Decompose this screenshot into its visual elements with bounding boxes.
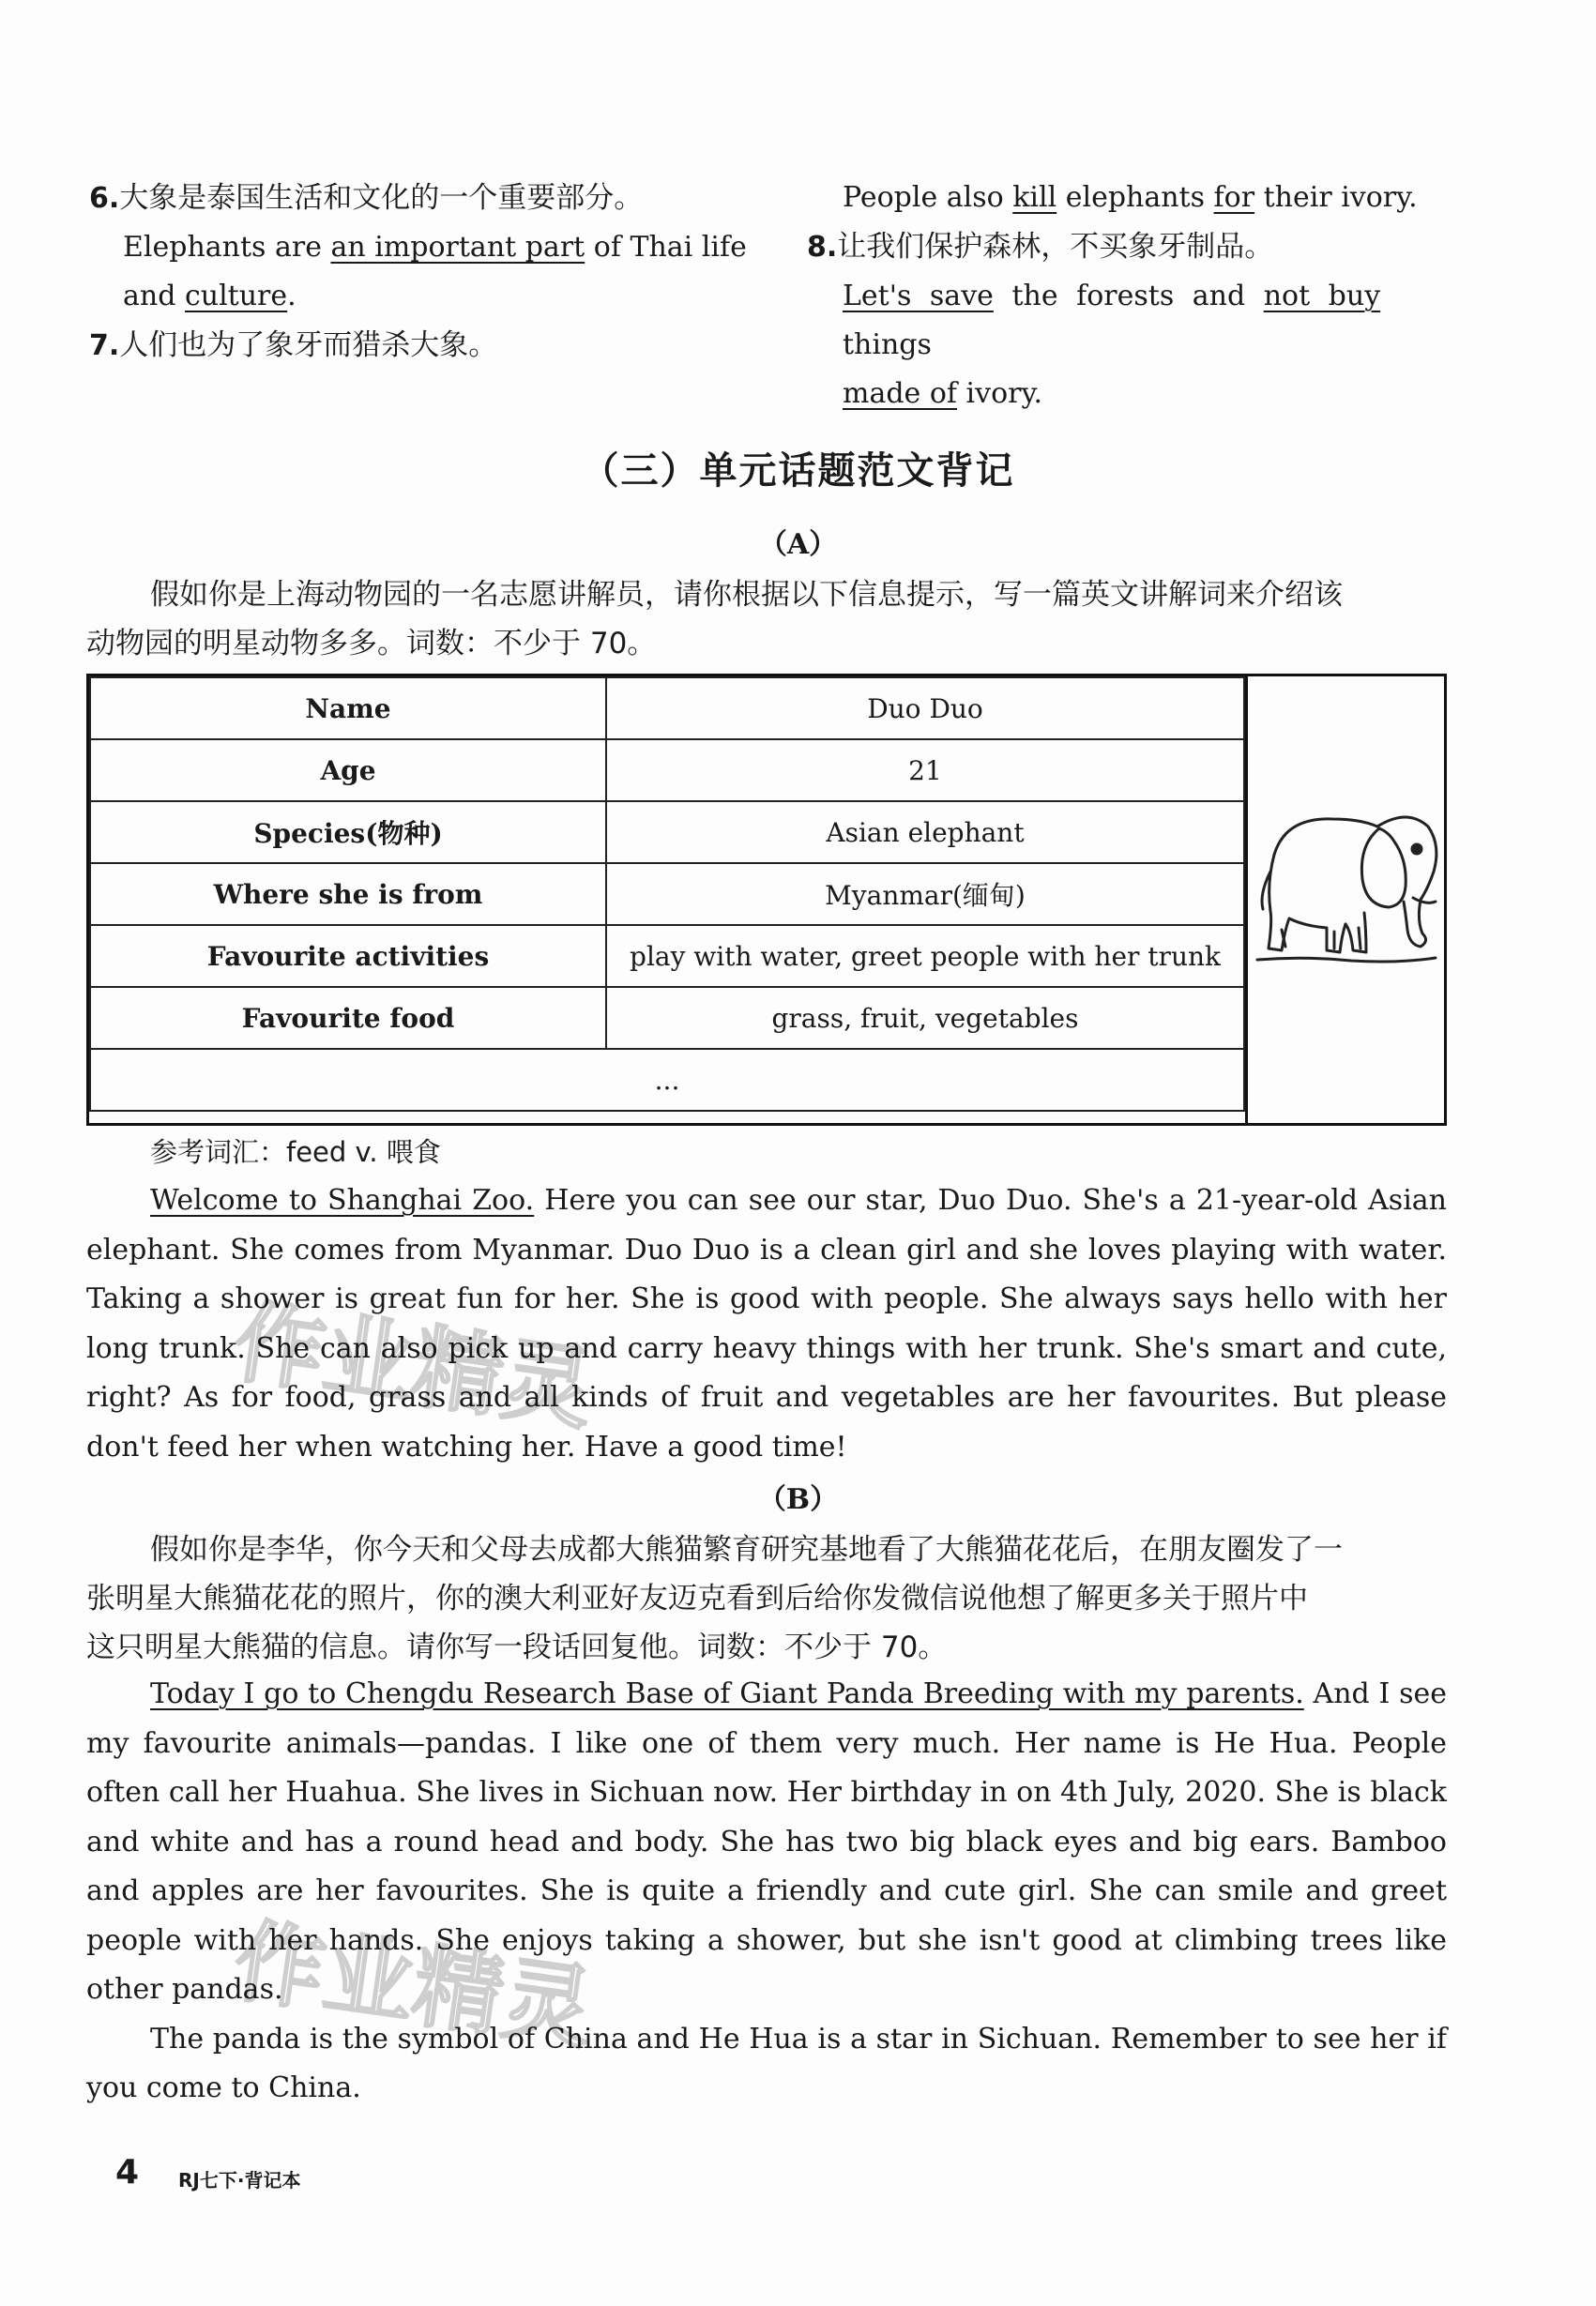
table-key-cell: Species(物种) [90, 801, 606, 863]
subsection-b-label: （B） [757, 1483, 839, 1516]
essay-body: Here you can see our star, Duo Duo. She's a 21-year-old Asian elephant. She comes from Myanmar. Duo Duo is a clean girl and she loves playing with water. Taking a shower is great fun for her. She is good with people. She always says hello with her long trunk. She can also pick up and carry heavy things with her trunk. She's smart and cute, right? As for food, grass and all kinds of fruit and vegetables are her favourites. But please don't feed her when watching her. Have a good time! [86, 1184, 1448, 1464]
info-table [86, 674, 1447, 1126]
table-value-cell: play with water, greet people with her trunk [606, 925, 1244, 987]
subsection-a-label: （A） [758, 528, 838, 561]
page-number: 4 [115, 2153, 140, 2192]
exercise-item-7-answer [807, 174, 1464, 222]
answer-blank: not buy [1263, 280, 1381, 312]
section-title: （三）单元话题范文背记 [581, 449, 1015, 493]
exercise-item-8-answer-line1 [807, 272, 1464, 370]
table-key-cell: Favourite activities [90, 925, 606, 987]
prompt-line: 假如你是李华，你今天和父母去成都大熊猫繁育研究基地看了大熊猫花花后，在朋友圈发了一 [150, 1533, 1343, 1567]
table-value-cell: grass, fruit, vegetables [606, 987, 1244, 1049]
answer-text: Elephants are [123, 231, 331, 264]
item-chinese: 人们也为了象牙而猎杀大象。 [119, 328, 498, 362]
answer-blank: kill [1012, 181, 1057, 214]
answer-blank: Let's save [843, 280, 994, 312]
prompt-line: 动物园的明星动物多多。词数：不少于 70。 [86, 627, 657, 660]
answer-text: their ivory. [1254, 181, 1418, 214]
table-key-cell: Where she is from [90, 863, 606, 925]
footer-label: RJ七下·背记本 [178, 2169, 301, 2192]
essay-paragraph-2: The panda is the symbol of China and He Hua is a star in Sichuan. Remember to see her if you come to China. [86, 2022, 1447, 2104]
exercise-left-column [89, 174, 765, 371]
table-value-cell: Duo Duo [606, 677, 1244, 739]
part-b-prompt [86, 1525, 1447, 1672]
table-key-cell: Name [90, 677, 606, 739]
table-row [90, 801, 1244, 863]
table-value-cell: Myanmar(缅甸) [606, 863, 1244, 925]
table-row [90, 987, 1244, 1049]
answer-text: of Thai life [585, 231, 747, 264]
item-chinese: 让我们保护森林，不买象牙制品。 [837, 230, 1274, 264]
info-table-grid [89, 676, 1245, 1112]
table-row [90, 739, 1244, 801]
watermark: 作业精灵 [228, 1907, 600, 2063]
prompt-line: 假如你是上海动物园的一名志愿讲解员，请你根据以下信息提示，写一篇英文讲解词来介绍该 [150, 578, 1343, 612]
answer-blank: for [1213, 181, 1255, 214]
table-value-cell: Asian elephant [606, 801, 1244, 863]
part-a-prompt [86, 570, 1447, 668]
answer-blank: an important part [330, 231, 585, 264]
essay-opening-sentence: Today I go to Chengdu Research Base of Giant Panda Breeding with my parents. [150, 1677, 1304, 1710]
table-value-cell: 21 [606, 739, 1244, 801]
exercise-item-8-answer-line2 [807, 370, 1464, 418]
table-row [90, 863, 1244, 925]
exercise-item-7 [89, 321, 765, 371]
exercise-right-column [807, 174, 1464, 418]
essay-opening-sentence: Welcome to Shanghai Zoo. [150, 1184, 535, 1217]
item-number: 6. [89, 182, 120, 215]
elephant-icon [1248, 676, 1447, 1123]
prompt-line: 张明星大熊猫花花的照片，你的澳大利亚好友迈克看到后给你发微信说他想了解更多关于照片中 [86, 1582, 1308, 1616]
table-row [90, 677, 1244, 739]
watermark: 作业精灵 [228, 1288, 600, 1444]
exercise-item-6 [89, 174, 765, 223]
exercise-item-6-answer-line1 [89, 223, 765, 272]
vocab-hint-text: 参考词汇：feed v. 喂食 [150, 1136, 441, 1168]
answer-blank: culture [184, 280, 288, 312]
prompt-line: 这只明星大熊猫的信息。请你写一段话回复他。词数：不少于 70。 [86, 1631, 948, 1664]
answer-blank: made of [843, 377, 957, 410]
answer-text: the forests and [993, 280, 1264, 312]
exercise-item-8 [807, 222, 1464, 272]
answer-text: things [843, 328, 932, 361]
answer-text: elephants [1056, 181, 1214, 214]
essay-body: And I see my favourite animals—pandas. I like one of them very much. Her name is He Hua. People often call her Huahua. She lives in Sichuan now. Her birthday in on 4th July, 2020. She is black and white and has a round head and body. She has two big black eyes and big ears. Bamboo and apples are her favourites. She is quite a friendly and cute girl. She can smile and greet people with her hands. She enjoys taking a shower, but she isn't good at climbing trees like other pandas. [86, 1677, 1447, 2006]
vocab-hint [86, 1128, 1447, 1176]
item-number: 8. [807, 231, 838, 264]
table-key-cell: Age [90, 739, 606, 801]
item-chinese: 大象是泰国生活和文化的一个重要部分。 [119, 181, 644, 215]
part-b-essay [86, 1670, 1447, 2114]
table-ellipsis-cell: ... [90, 1049, 1244, 1111]
item-number: 7. [89, 329, 120, 362]
table-key-cell: Favourite food [90, 987, 606, 1049]
answer-text: . [287, 280, 296, 312]
table-row-more [90, 1049, 1244, 1111]
elephant-illustration-cell [1245, 676, 1447, 1123]
answer-text: People also [843, 181, 1013, 214]
table-row [90, 925, 1244, 987]
answer-text: ivory. [957, 377, 1042, 410]
exercise-item-6-answer-line2 [89, 272, 765, 321]
answer-text: and [123, 280, 185, 312]
